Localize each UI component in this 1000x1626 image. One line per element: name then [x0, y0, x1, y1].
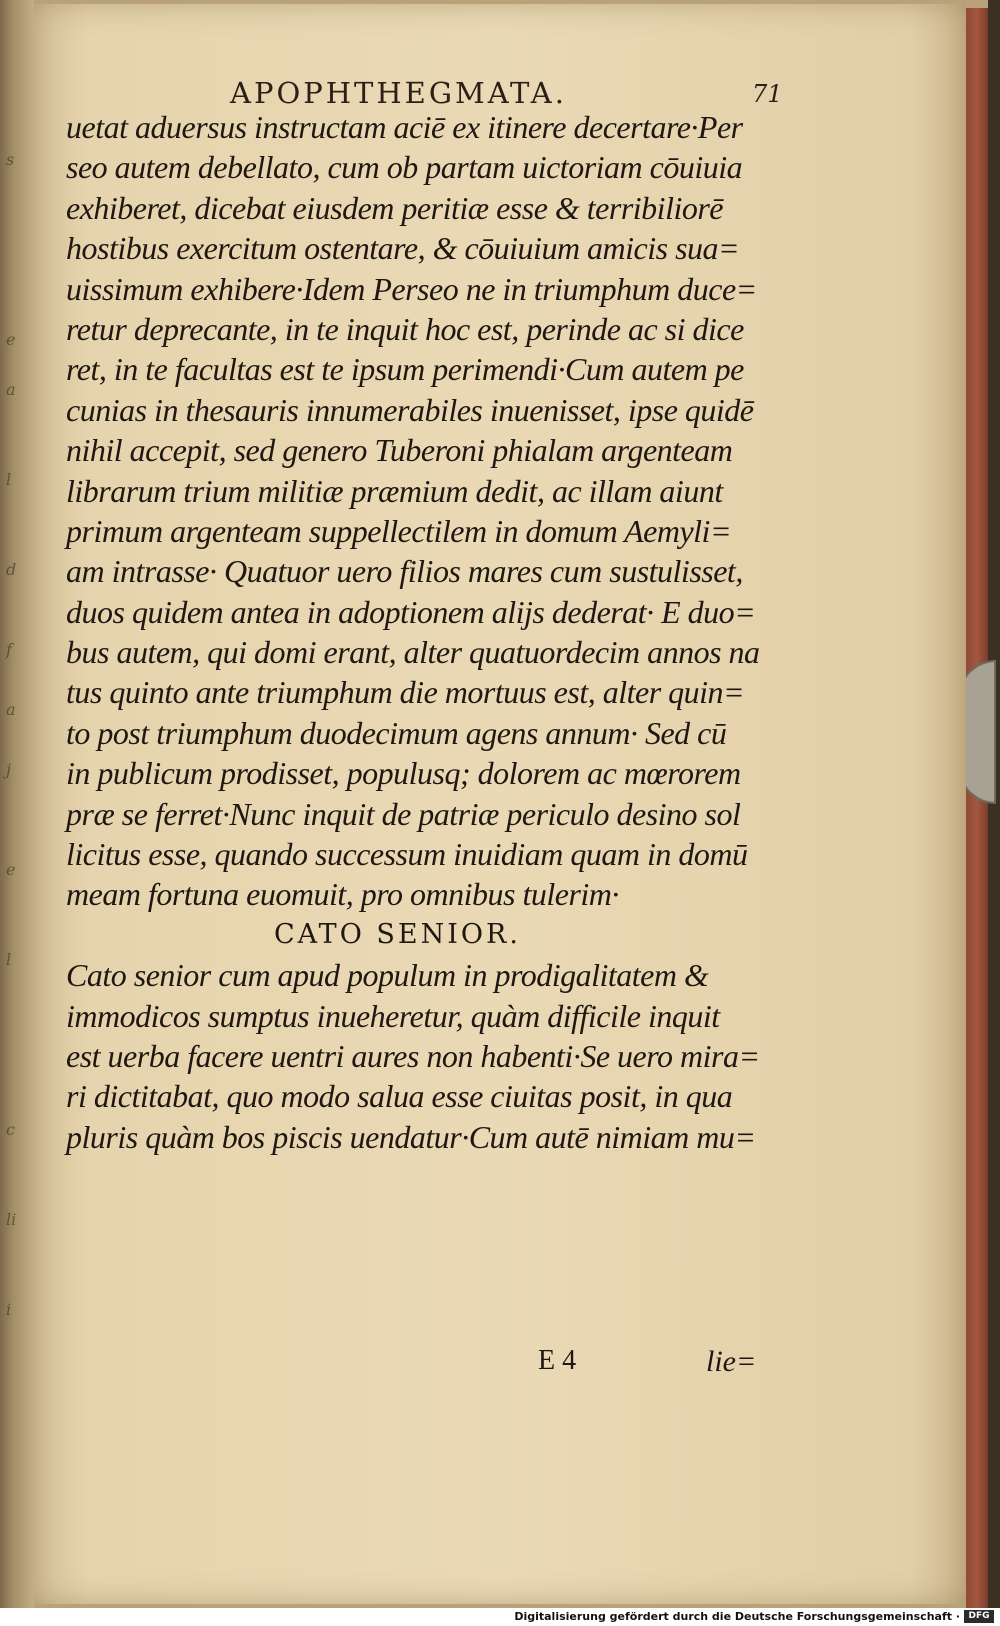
text-line: to post triumphum duodecimum agens annum· Sed cū	[66, 714, 727, 751]
footer-bar	[0, 1608, 1000, 1626]
book-cover-edge	[988, 0, 1000, 1608]
text-line: exhiberet, dicebat eiusdem peritiæ esse & terribiliorē	[66, 189, 723, 226]
book-edge	[966, 8, 988, 1608]
text-line: immodicos sumptus inueheretur, quàm difficile inquit	[66, 997, 720, 1034]
text-line: hostibus exercitum ostentare, & cōuiuium amicis sua=	[66, 230, 740, 267]
running-title: APOPHTHEGMATA.	[230, 76, 567, 110]
dfg-logo-icon: DFG	[964, 1610, 994, 1623]
folio-number: 71	[752, 80, 783, 108]
text-line: est uerba facere uentri aures non habenti·Se uero mira=	[66, 1037, 760, 1074]
body-text	[66, 107, 836, 1157]
section-heading: CATO SENIOR.	[274, 918, 521, 950]
text-line: librarum trium militiæ præmium dedit, ac illam aiunt	[66, 472, 723, 509]
text-line: retur deprecante, in te inquit hoc est, perinde ac si dice	[66, 310, 744, 347]
signature-mark: E 4	[538, 1345, 577, 1376]
text-line: pluris quàm bos piscis uendatur·Cum autē nimiam mu=	[66, 1118, 756, 1155]
text-line: ri dictitabat, quo modo salua esse ciuitas posit, in qua	[66, 1078, 733, 1115]
text-line: licitus esse, quando successum inuidiam quam in domū	[66, 836, 748, 873]
text-line: duos quidem antea in adoptionem alijs dederat· E duo=	[66, 593, 756, 630]
funding-credit: Digitalisierung gefördert durch die Deutsche Forschungsgemeinschaft ·	[514, 1610, 960, 1623]
text-line: præ se ferret·Nunc inquit de patriæ periculo desino sol	[66, 795, 741, 832]
text-line: bus autem, qui domi erant, alter quatuordecim annos na	[66, 634, 760, 671]
text-line: seo autem debellato, cum ob partam uictoriam cōuiuia	[66, 149, 743, 186]
text-line: Cato senior cum apud populum in prodigalitatem &	[66, 957, 709, 994]
text-line: cunias in thesauris innumerabiles inuenisset, ipse quidē	[66, 391, 754, 428]
page-header	[34, 76, 966, 110]
text-line: ret, in te facultas est te ipsum perimendi·Cum autem pe	[66, 351, 744, 388]
facing-page-gutter: s e a l d f a j e l c li i	[0, 0, 34, 1608]
text-line: am intrasse· Quatuor uero filios mares cum sustulisset,	[66, 553, 743, 590]
text-line: nihil accepit, sed genero Tuberoni phialam argenteam	[66, 432, 733, 469]
text-line: uetat aduersus instructam aciē ex itinere decertare·Per	[66, 109, 743, 145]
text-line: uissimum exhibere·Idem Perseo ne in triumphum duce=	[66, 270, 757, 307]
catchword: lie=	[706, 1345, 757, 1378]
text-line: tus quinto ante triumphum die mortuus est, alter quin=	[66, 674, 745, 711]
text-line: meam fortuna euomuit, pro omnibus tulerim·	[66, 876, 619, 913]
text-line: in publicum prodisset, populusq; dolorem ac mœrorem	[66, 755, 741, 792]
book-page	[34, 4, 966, 1604]
text-line: primum argenteam suppellectilem in domum Aemyli=	[66, 512, 732, 549]
